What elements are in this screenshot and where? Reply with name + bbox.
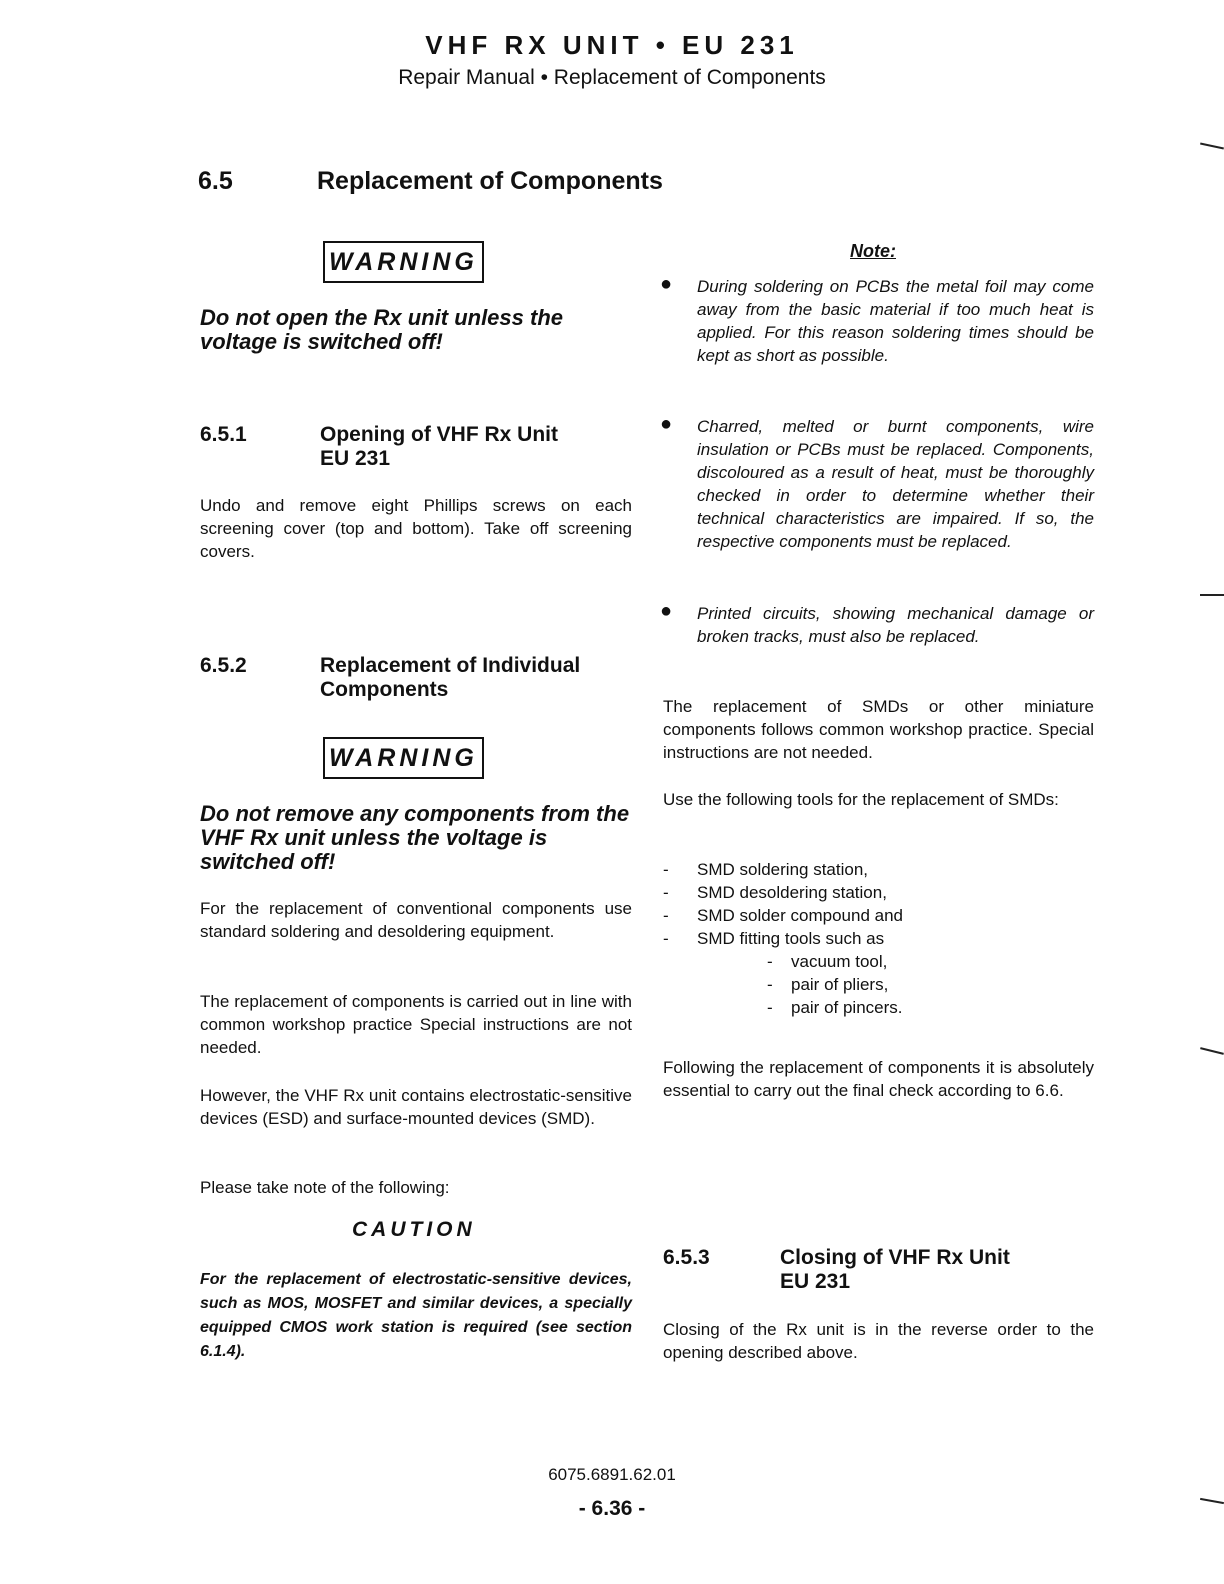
list-item: - pair of pincers. [767, 998, 903, 1017]
list-item: - SMD desoldering station, [663, 883, 887, 902]
note-item: During soldering on PCBs the metal foil may come away from the basic material if too much heat is applied. For this reason soldering times should be kept as short as possible. [697, 277, 1094, 365]
section-title: Replacement of Components [317, 167, 663, 195]
document-code: 6075.6891.62.01 [548, 1465, 676, 1484]
subsection-number-651: 6.5.1 [200, 423, 247, 446]
paragraph-esd-smd: However, the VHF Rx unit contains electrostatic-sensitive devices (ESD) and surface-mounted devices (SMD). [200, 1086, 632, 1128]
warning-text-1: Do not open the Rx unit unless the voltage is switched off! [200, 305, 563, 354]
list-item: - SMD solder compound and [663, 906, 904, 925]
paragraph-take-note: Please take note of the following: [200, 1178, 450, 1197]
caution-heading: CAUTION [352, 1218, 476, 1241]
document-title: VHF RX UNIT • EU 231 [425, 30, 799, 60]
paragraph-closing: Closing of the Rx unit is in the reverse order to the opening described above. [663, 1320, 1094, 1362]
paragraph-opening: Undo and remove eight Phillips screws on each screening cover (top and bottom). Take off screening covers. [200, 496, 632, 561]
bullet-icon: ● [660, 273, 673, 295]
note-item: Charred, melted or burnt components, wire insulation or PCBs must be replaced. Components, discoloured as a result of heat, must be thoroughly checked in order to determine whether their technical characteristics are impaired. If so, the respective components must be replaced. [697, 417, 1094, 551]
scan-mark [1200, 143, 1224, 150]
page-number: - 6.36 - [578, 1497, 646, 1520]
subsection-title-651: Opening of VHF Rx Unit EU 231 [320, 423, 558, 470]
subsection-title-653: Closing of VHF Rx Unit EU 231 [780, 1246, 1010, 1293]
paragraph-tools-intro: Use the following tools for the replacement of SMDs: [663, 790, 1059, 809]
list-item: - SMD soldering station, [663, 860, 869, 879]
caution-text: For the replacement of electrostatic-sensitive devices, such as MOS, MOSFET and similar devices, a specially equipped CMOS work station is required (see section 6.1.4). [200, 1271, 632, 1360]
scan-mark [1200, 594, 1224, 596]
paragraph-workshop: The replacement of components is carried out in line with common workshop practice Special instructions are not needed. [200, 992, 632, 1057]
bullet-icon: ● [660, 600, 673, 622]
subsection-number-653: 6.5.3 [663, 1246, 710, 1269]
scan-mark [1200, 1047, 1224, 1055]
paragraph-conventional: For the replacement of conventional components use standard soldering and desoldering equipment. [200, 899, 632, 941]
note-title: Note: [850, 241, 896, 261]
note-item: Printed circuits, showing mechanical damage or broken tracks, must also be replaced. [697, 604, 1094, 646]
paragraph-smd-replacement: The replacement of SMDs or other miniature components follows common workshop practice. Special instructions are not needed. [663, 697, 1094, 762]
subsection-number-652: 6.5.2 [200, 654, 247, 677]
warning-box-1: WARNING [323, 241, 484, 283]
warning-text-2: Do not remove any components from the VHF Rx unit unless the voltage is switched off! [200, 801, 630, 874]
list-item: - SMD fitting tools such as [663, 929, 885, 948]
bullet-icon: ● [660, 413, 673, 435]
document-subtitle: Repair Manual • Replacement of Components [398, 66, 826, 89]
paragraph-final-check: Following the replacement of components it is absolutely essential to carry out the final check according to 6.6. [663, 1058, 1094, 1100]
list-item: - pair of pliers, [767, 975, 889, 994]
subsection-title-652: Replacement of Individual Components [320, 654, 581, 701]
section-number: 6.5 [198, 167, 233, 195]
list-item: - vacuum tool, [767, 952, 888, 971]
warning-box-2: WARNING [323, 737, 484, 779]
tools-list [663, 858, 1094, 1019]
